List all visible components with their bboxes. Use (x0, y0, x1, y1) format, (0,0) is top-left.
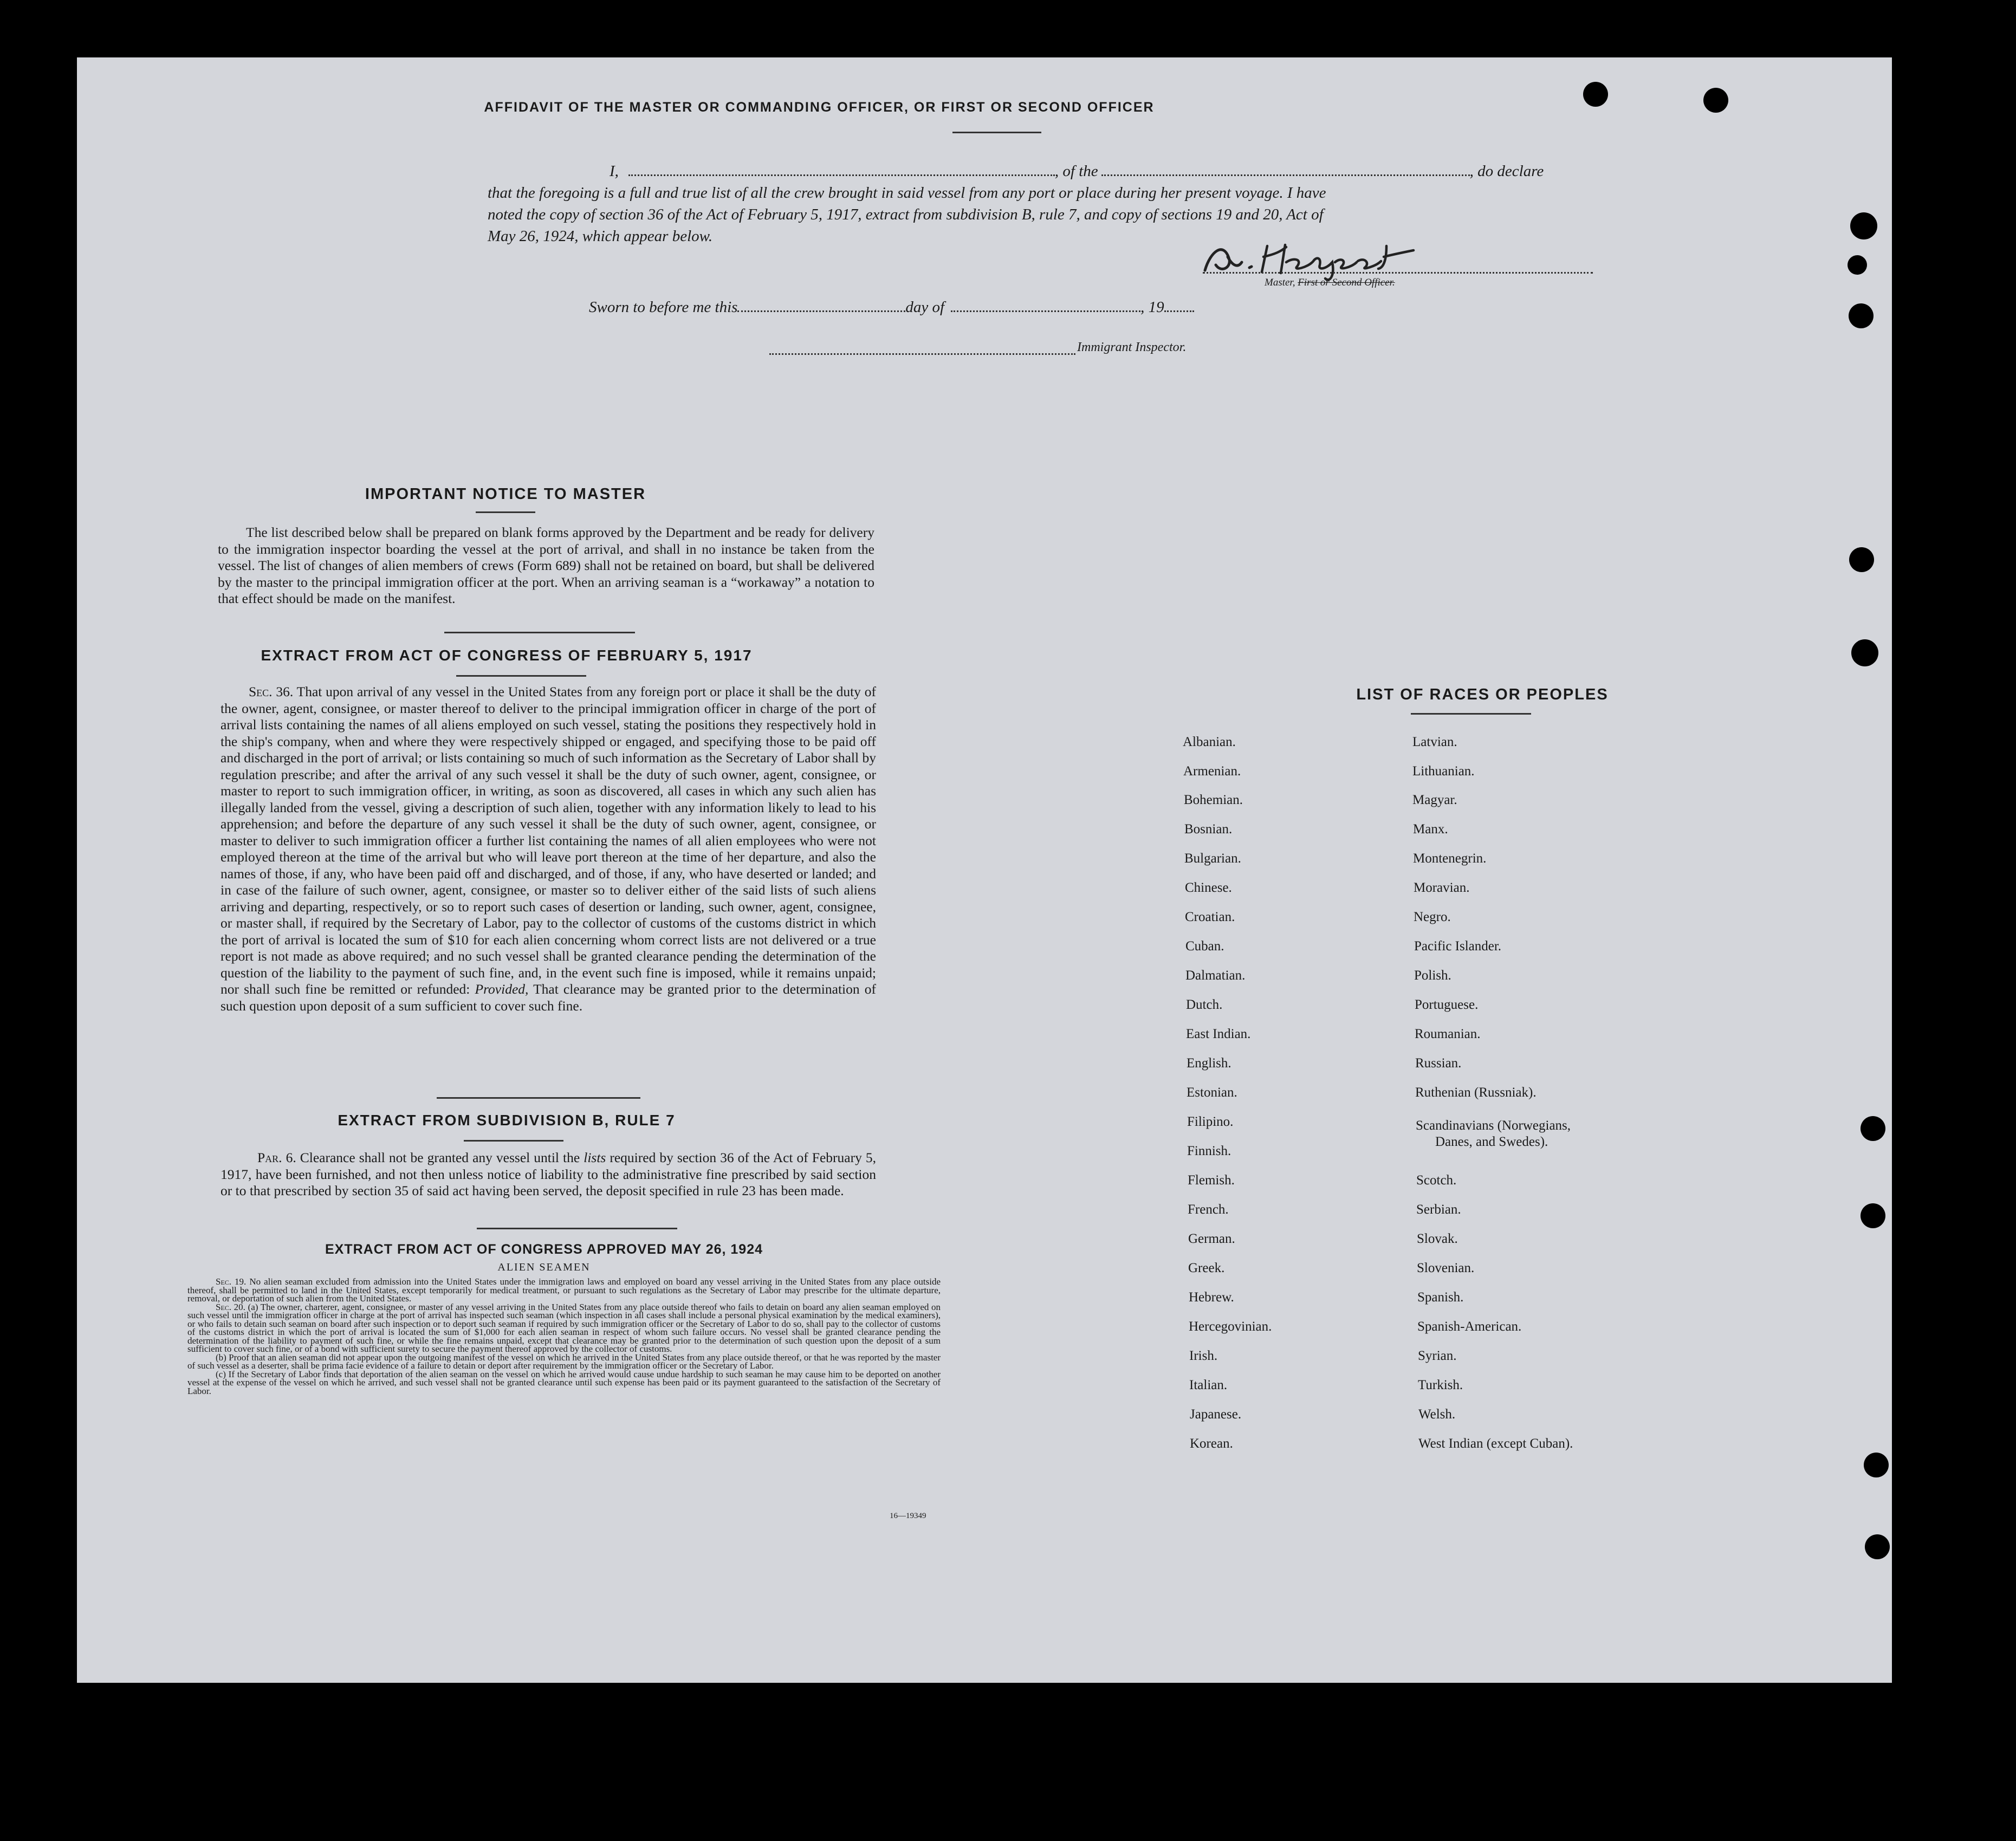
race-item: Irish. (1189, 1349, 1218, 1363)
race-item: Hercegovinian. (1189, 1319, 1272, 1334)
divider (477, 1228, 677, 1229)
race-item: Croatian. (1185, 910, 1235, 924)
sec-20a-body: (a) The owner, charterer, agent, consignee, or master of any vessel arriving in the United States from any place outside thereof who fails to detain on board any alien seaman employed on such vessel until the immigration officer in charge at the port of arrival has inspected such seaman (which inspection in all cases shall include a personal physical examination by the medical examiners), or who fails to detain such seaman on board after such inspection or to deport such seaman if required by such immigration officer or the Secretary of Labor to do so, shall pay to the collector of customs of the customs district in which the port of arrival is located the sum of $1,000 for each alien seaman in respect of whom such failure occurs. No vessel shall be granted clearance pending the determination of the liability to payment of such fine, or while the fine remains unpaid, except that clearance may be granted prior to the determination of such question upon the deposit of a sum sufficient to cover such fine, or of a bond with sufficient surety to secure the payment thereof approved by the collector of customs. (187, 1301, 941, 1354)
extract-1924-text (187, 1278, 941, 1395)
race-item: Turkish. (1418, 1378, 1463, 1392)
alien-seamen-subtitle: ALIEN SEAMEN (497, 1261, 591, 1273)
race-item: Cuban. (1185, 939, 1224, 954)
race-item: Scotch. (1416, 1173, 1457, 1188)
race-item: Albanian. (1183, 735, 1236, 749)
rule-7-title: EXTRACT FROM SUBDIVISION B, RULE 7 (338, 1112, 676, 1129)
race-item: Dalmatian. (1185, 968, 1246, 983)
par-6-label: Par. 6. (257, 1150, 296, 1165)
affidavit-i: I, (610, 163, 619, 180)
race-item: Japanese. (1190, 1407, 1242, 1422)
race-item: Slovenian. (1417, 1261, 1475, 1275)
race-item: Chinese. (1185, 880, 1232, 895)
race-item (1416, 1118, 1571, 1150)
rule-7-text (221, 1150, 876, 1200)
name-blank (628, 163, 1055, 176)
race-item: Lithuanian. (1412, 764, 1475, 779)
rule-7-body-b: required by section 36 of the Act of February 5, 1917, have been furnished, and not then unless notice of liability to the administrative fine prescribed by said section or to that prescribed by section 35 of said act having been served, the deposit specified in rule 23 has been made. (221, 1150, 877, 1198)
race-item: Italian. (1189, 1378, 1228, 1392)
race-item: Armenian. (1183, 764, 1241, 779)
race-item: Moravian. (1414, 880, 1470, 895)
punch-hole (1861, 1203, 1885, 1228)
race-item: Filipino. (1187, 1114, 1234, 1129)
punch-hole (1850, 212, 1877, 239)
extract-1917-title: EXTRACT FROM ACT OF CONGRESS OF FEBRUARY 5, 1917 (261, 647, 753, 664)
race-item: Finnish. (1187, 1144, 1231, 1158)
provided-label: Provided, (475, 981, 529, 997)
punch-hole (1861, 1116, 1885, 1141)
race-item: Spanish-American. (1417, 1319, 1522, 1334)
notice-title: IMPORTANT NOTICE TO MASTER (365, 485, 646, 503)
punch-hole (1583, 82, 1608, 107)
race-item: Russian. (1415, 1056, 1462, 1071)
race-item: Greek. (1188, 1261, 1225, 1275)
affidavit-of-the: , of the (1054, 163, 1098, 180)
year-blank (1164, 299, 1194, 312)
affidavit-line-2: that the foregoing is a full and true list of all the crew brought in said vessel from any port or place during her present voyage. I have (488, 184, 1326, 202)
affidavit-line-4: May 26, 1924, which appear below. (488, 228, 713, 245)
race-item: Serbian. (1416, 1202, 1461, 1217)
race-item: Bulgarian. (1184, 851, 1241, 866)
race-item-line: Scandinavians (Norwegians, (1416, 1118, 1571, 1133)
race-item: Montenegrin. (1413, 851, 1487, 866)
divider (437, 1097, 640, 1099)
punch-hole (1864, 1453, 1889, 1477)
affidavit-title: AFFIDAVIT OF THE MASTER OR COMMANDING OFFICER, OR FIRST OR SECOND OFFICER (484, 100, 1155, 115)
race-item: Magyar. (1412, 793, 1457, 807)
day-blank (737, 299, 905, 312)
race-item: East Indian. (1186, 1027, 1251, 1041)
affidavit-declare: , do declare (1469, 163, 1544, 180)
race-item: Slovak. (1417, 1231, 1458, 1246)
signature-line (1203, 272, 1593, 274)
races-title: LIST OF RACES OR PEOPLES (1356, 686, 1609, 703)
race-item: French. (1188, 1202, 1229, 1217)
race-item: Latvian. (1412, 735, 1457, 749)
race-item: Bohemian. (1184, 793, 1243, 807)
lists-word: lists (584, 1150, 606, 1165)
day-of-text: day of (905, 299, 945, 316)
sec-19-label: Sec. 19. (216, 1276, 247, 1287)
sec-20-label: Sec. 20. (216, 1301, 245, 1312)
affidavit-body (488, 160, 1593, 247)
month-blank (951, 299, 1140, 312)
race-item: Flemish. (1188, 1173, 1235, 1188)
sec-36-label: Sec. 36. (249, 684, 294, 699)
sec-36-body: That upon arrival of any vessel in the United States from any foreign port or place it shall be the duty of the owner, agent, consignee, or master thereof to deliver to the principal immigration officer in charge of the port of arrival lists containing the names of all aliens employed on such vessel, stating the positions they respectively hold in the ship's company, when and where they were respectively shipped or engaged, and specifying those to be paid off and discharged in the port of arrival; or lists containing so much of such information as the Secretary of Labor shall by regulation prescribe; and after the arrival of any such vessel it shall be the duty of such owner, agent, consignee, or master to report to such immigration officer, in writing, as soon as discovered, all cases in which any such alien has illegally landed from the vessel, giving a description of such alien, together with any information likely to lead to his apprehension; and before the departure of any such vessel it shall be the duty of such owner, agent, consignee, or master to deliver to such immigration officer a further list containing the names of all alien employees who were not employed thereon at the time of the arrival but who will leave port thereon at the time of her departure, and also the names of those, if any, who have been paid off and discharged, and of those, if any, who have deserted or landed; and in case of the failure of such owner, agent, consignee, or master so to deliver either of the said lists of such aliens arriving and departing, respectively, or so to report such cases of desertion or landing, such owner, agent, consignee, or master shall, if required by the Secretary of Labor, pay to the collector of customs of the customs district in which the port of arrival is located the sum of $10 for each alien concerning whom correct lists are not delivered or a true report is not made as above required; and no such vessel shall be granted clearance pending the determination of the question of the liability to the payment of such fine, and, in the event such fine is imposed, while it remains unpaid; nor shall such fine be remitted or refunded: (221, 684, 876, 997)
divider (464, 1140, 563, 1142)
race-item: West Indian (except Cuban). (1418, 1436, 1573, 1451)
divider (1411, 713, 1531, 715)
race-item: English. (1187, 1056, 1231, 1071)
race-item: Spanish. (1417, 1290, 1464, 1305)
divider (952, 132, 1041, 133)
race-item-continuation: Danes, and Swedes). (1435, 1135, 1548, 1149)
race-item: Ruthenian (Russniak). (1415, 1085, 1537, 1100)
race-item: German. (1188, 1231, 1235, 1246)
year-text: , 19 (1140, 299, 1164, 316)
punch-hole (1849, 547, 1874, 572)
inspector-line (769, 353, 1075, 355)
race-item: Dutch. (1186, 997, 1223, 1012)
rule-7-body-a: Clearance shall not be granted any vessel until the (300, 1150, 580, 1165)
extract-1924-title: EXTRACT FROM ACT OF CONGRESS APPROVED MAY 26, 1924 (325, 1242, 763, 1257)
vessel-blank (1101, 163, 1470, 176)
punch-hole (1848, 255, 1867, 275)
race-item: Polish. (1414, 968, 1451, 983)
punch-hole (1865, 1534, 1890, 1559)
notice-text: The list described below shall be prepared on blank forms approved by the Department and be ready for delivery to the immigration inspector boarding the vessel at the port of arrival, and shall in no instance be taken from the vessel. The list of changes of alien members of crews (Form 689) shall not be retained on board, but shall be delivered by the master to the principal immigration officer at the port. When an arriving seaman is a “workaway” a notation to that effect should be made on the manifest. (218, 524, 874, 606)
affidavit-line-3: noted the copy of section 36 of the Act of February 5, 1917, extract from subdivision B, rule 7, and copy of sections 19 and 20, Act of (488, 206, 1324, 223)
race-item: Pacific Islander. (1414, 939, 1502, 954)
sec-20b-body: (b) Proof that an alien seaman did not appear upon the outgoing manifest of the vessel on which he arrived in the United States from any place outside thereof, or that he was reported by the master of such vessel as a deserter, shall be prima facie evidence of a failure to detain or deport after requirement by the immigration officer or the Secretary of Labor. (187, 1352, 941, 1371)
form-number: 16—19349 (890, 1512, 926, 1520)
divider (456, 675, 586, 677)
race-item: Estonian. (1187, 1085, 1237, 1100)
divider (444, 632, 635, 633)
master-title (1265, 277, 1395, 289)
race-item: Hebrew. (1189, 1290, 1234, 1305)
master-label: Master, (1265, 277, 1295, 288)
inspector-label: Immigrant Inspector. (1077, 340, 1187, 354)
race-item: Syrian. (1418, 1349, 1457, 1363)
race-item: Negro. (1414, 910, 1451, 924)
sworn-text: Sworn to before me this (589, 299, 738, 316)
punch-hole (1851, 639, 1878, 666)
race-item: Korean. (1190, 1436, 1233, 1451)
race-item: Welsh. (1418, 1407, 1456, 1422)
extract-1917-text (221, 684, 876, 1014)
race-item: Portuguese. (1415, 997, 1479, 1012)
sec-20c-body: (c) If the Secretary of Labor finds that deportation of the alien seaman on the vessel on which he arrived would cause undue hardship to such seaman he may cause him to be deported on another vessel at the expense of the vessel on which he arrived, and such vessel shall not be granted clearance until such expense has been paid or its payment guaranteed to the satisfaction of the Secretary of Labor. (187, 1369, 941, 1396)
sec-19-body: No alien seaman excluded from admission into the United States under the immigration laws and employed on board any vessel arriving in the United States from any place outside thereof, shall be permitted to land in the United States, except temporarily for medical treatment, or pursuant to such regulations as the Secretary of Labor may prescribe for the ultimate departure, removal, or deportation of such alien from the United States. (187, 1276, 941, 1304)
sworn-line (589, 299, 1194, 316)
struck-officer-label: First or Second Officer. (1298, 277, 1395, 288)
proviso-body: That clearance may be granted prior to the determination of such question upon deposit of a sum sufficient to cover such fine. (221, 981, 876, 1014)
document-page (77, 57, 1892, 1683)
punch-hole (1703, 88, 1728, 113)
race-item: Roumanian. (1415, 1027, 1481, 1041)
punch-hole (1849, 303, 1874, 328)
divider (476, 511, 535, 513)
race-item: Bosnian. (1184, 822, 1233, 837)
race-item: Manx. (1413, 822, 1448, 837)
